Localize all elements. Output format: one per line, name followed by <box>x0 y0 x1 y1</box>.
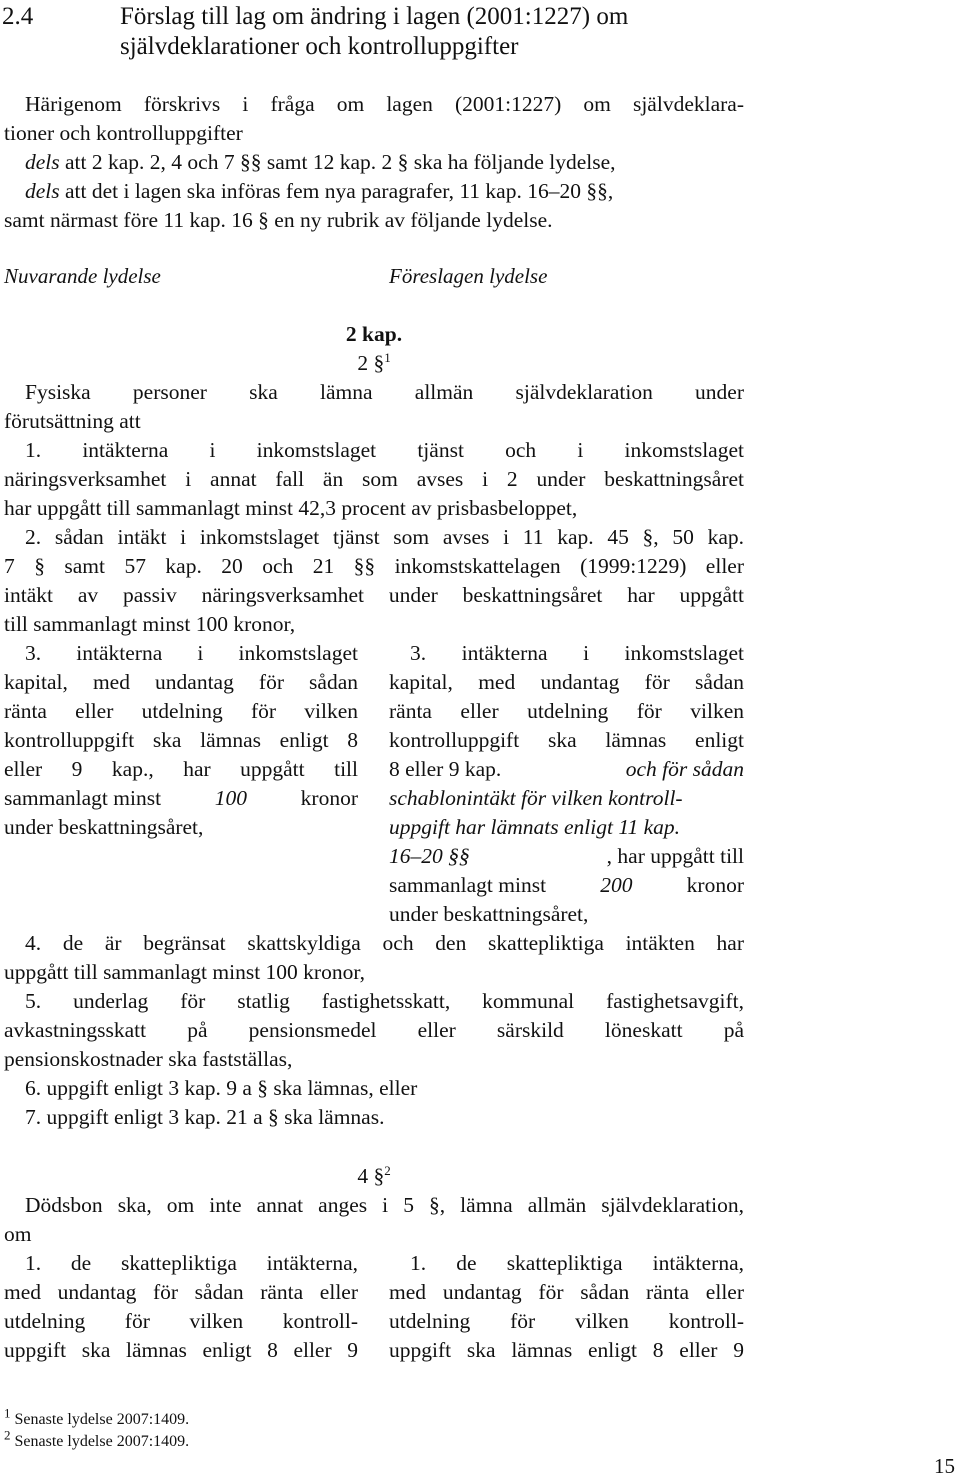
para4-current-line: 1. de skattepliktiga intäkterna, <box>25 1251 358 1275</box>
section-title-line: Förslag till lag om ändring i lagen (2001:1227) om <box>120 3 629 30</box>
item-3-proposed-line: kapital, med undantag för sådan <box>389 670 744 694</box>
paragraph-heading <box>0 349 748 378</box>
para4-proposed-line: uppgift ska lämnas enligt 8 eller 9 <box>389 1338 744 1362</box>
item-4-line: uppgått till sammanlagt minst 100 kronor, <box>4 960 366 984</box>
para4-current-line: utdelning för vilken kontroll- <box>4 1309 358 1333</box>
new-text: 16–20 §§ <box>389 844 470 868</box>
intro-dels-line <box>25 148 616 177</box>
paragraph-heading <box>0 1162 748 1191</box>
amount-new: 200 <box>600 873 633 897</box>
item-2-line: till sammanlagt minst 100 kronor, <box>4 612 296 636</box>
item-3-proposed-line <box>389 755 744 784</box>
new-text: och för sådan <box>625 757 744 781</box>
dels-keyword: dels <box>25 150 60 174</box>
footnote <box>4 1405 190 1431</box>
item-2-line: 2. sådan intäkt i inkomstslaget tjänst som avses i 11 kap. 45 §, 50 kap. <box>25 525 744 549</box>
paragraph-number: 2 § <box>357 351 385 375</box>
text: kronor <box>300 786 358 810</box>
para-text: Fysiska personer ska lämna allmän självdeklaration under <box>25 380 744 404</box>
item-3-proposed-line: ränta eller utdelning för vilken <box>389 699 744 723</box>
intro-text: att det i lagen ska införas fem nya paragrafer, 11 kap. 16–20 §§, <box>59 179 614 203</box>
item-3-proposed-line: schablonintäkt för vilken kontroll- <box>389 786 683 810</box>
item-3-current-line <box>4 784 358 813</box>
item-5-line: pensionskostnader ska fastställas, <box>4 1047 293 1071</box>
footnote <box>4 1427 190 1453</box>
column-label-proposed: Föreslagen lydelse <box>389 264 548 288</box>
item-1-line: näringsverksamhet i annat fall än som avses i 2 under beskattningsåret <box>4 467 744 491</box>
page-number: 15 <box>934 1454 955 1478</box>
item-1-line: 1. intäkterna i inkomstslaget tjänst och i inkomstslaget <box>25 438 744 462</box>
item-3-current-line: eller 9 kap., har uppgått till <box>4 757 358 781</box>
footnote-ref: 1 <box>384 349 391 365</box>
text: sammanlagt minst <box>4 786 162 810</box>
intro-dels-line <box>25 177 613 206</box>
text: kronor <box>686 873 744 897</box>
footnote-number: 1 <box>4 1405 11 1421</box>
section-title-line: självdeklarationer och kontrolluppgifter <box>120 33 519 60</box>
section-title <box>120 2 820 62</box>
paragraph-number: 4 § <box>357 1164 385 1188</box>
para4-proposed-line: 1. de skattepliktiga intäkterna, <box>410 1251 744 1275</box>
item-5-line: 5. underlag för statlig fastighetsskatt, kommunal fastighetsavgift, <box>25 989 744 1013</box>
para-text: om <box>4 1222 32 1246</box>
intro-line: tioner och kontrolluppgifter <box>4 121 243 145</box>
footnote-number: 2 <box>4 1427 11 1443</box>
item-1-line: har uppgått till sammanlagt minst 42,3 procent av prisbasbeloppet, <box>4 496 578 520</box>
item-3-proposed-line: 3. intäkterna i inkomstslaget <box>410 641 744 665</box>
item-3-proposed-line <box>389 871 744 900</box>
column-label-current: Nuvarande lydelse <box>4 264 161 288</box>
intro-line: Härigenom förskrivs i fråga om lagen (2001:1227) om självdeklara- <box>25 92 744 116</box>
footnote-ref: 2 <box>384 1162 391 1178</box>
para4-current-line: uppgift ska lämnas enligt 8 eller 9 <box>4 1338 358 1362</box>
chapter-heading: 2 kap. <box>345 322 403 346</box>
text: sammanlagt minst <box>389 873 547 897</box>
para-text: förutsättning att <box>4 409 141 433</box>
section-number: 2.4 <box>2 3 34 30</box>
item-3-proposed-line: under beskattningsåret, <box>389 902 589 926</box>
item-4-line: 4. de är begränsat skattskyldiga och den skattepliktiga intäkten har <box>25 931 744 955</box>
item-6: 6. uppgift enligt 3 kap. 9 a § ska lämnas, eller <box>25 1076 418 1100</box>
text: 8 eller 9 kap. <box>389 757 502 781</box>
item-3-current-line: 3. intäkterna i inkomstslaget <box>25 641 358 665</box>
item-3-proposed-line: kontrolluppgift ska lämnas enligt <box>389 728 744 752</box>
item-2-line: 7 § samt 57 kap. 20 och 21 §§ inkomstskattelagen (1999:1229) eller <box>4 554 744 578</box>
item-3-current-line: kontrolluppgift ska lämnas enligt 8 <box>4 728 358 752</box>
item-3-current-line: ränta eller utdelning för vilken <box>4 699 358 723</box>
footnote-text: Senaste lydelse 2007:1409. <box>14 1433 190 1450</box>
para4-proposed-line: utdelning för vilken kontroll- <box>389 1309 744 1333</box>
intro-line: samt närmast före 11 kap. 16 § en ny rubrik av följande lydelse. <box>4 208 553 232</box>
para-text: Dödsbon ska, om inte annat anges i 5 §, lämna allmän självdeklaration, <box>25 1193 744 1217</box>
item-3-current-line: kapital, med undantag för sådan <box>4 670 358 694</box>
item-3-current-line: under beskattningsåret, <box>4 815 204 839</box>
item-3-proposed-line <box>389 842 744 871</box>
item-2-line: intäkt av passiv näringsverksamhet under beskattningsåret har uppgått <box>4 583 744 607</box>
footnote-text: Senaste lydelse 2007:1409. <box>14 1411 190 1428</box>
dels-keyword: dels <box>25 179 60 203</box>
item-7: 7. uppgift enligt 3 kap. 21 a § ska lämnas. <box>25 1105 385 1129</box>
item-5-line: avkastningsskatt på pensionsmedel eller särskild löneskatt på <box>4 1018 744 1042</box>
intro-text: att 2 kap. 2, 4 och 7 §§ samt 12 kap. 2 § ska ha följande lydelse, <box>59 150 616 174</box>
text: , har uppgått till <box>606 844 744 868</box>
item-3-proposed-line: uppgift har lämnats enligt 11 kap. <box>389 815 681 839</box>
para4-current-line: med undantag för sådan ränta eller <box>4 1280 358 1304</box>
para4-proposed-line: med undantag för sådan ränta eller <box>389 1280 744 1304</box>
amount-old: 100 <box>214 786 247 810</box>
